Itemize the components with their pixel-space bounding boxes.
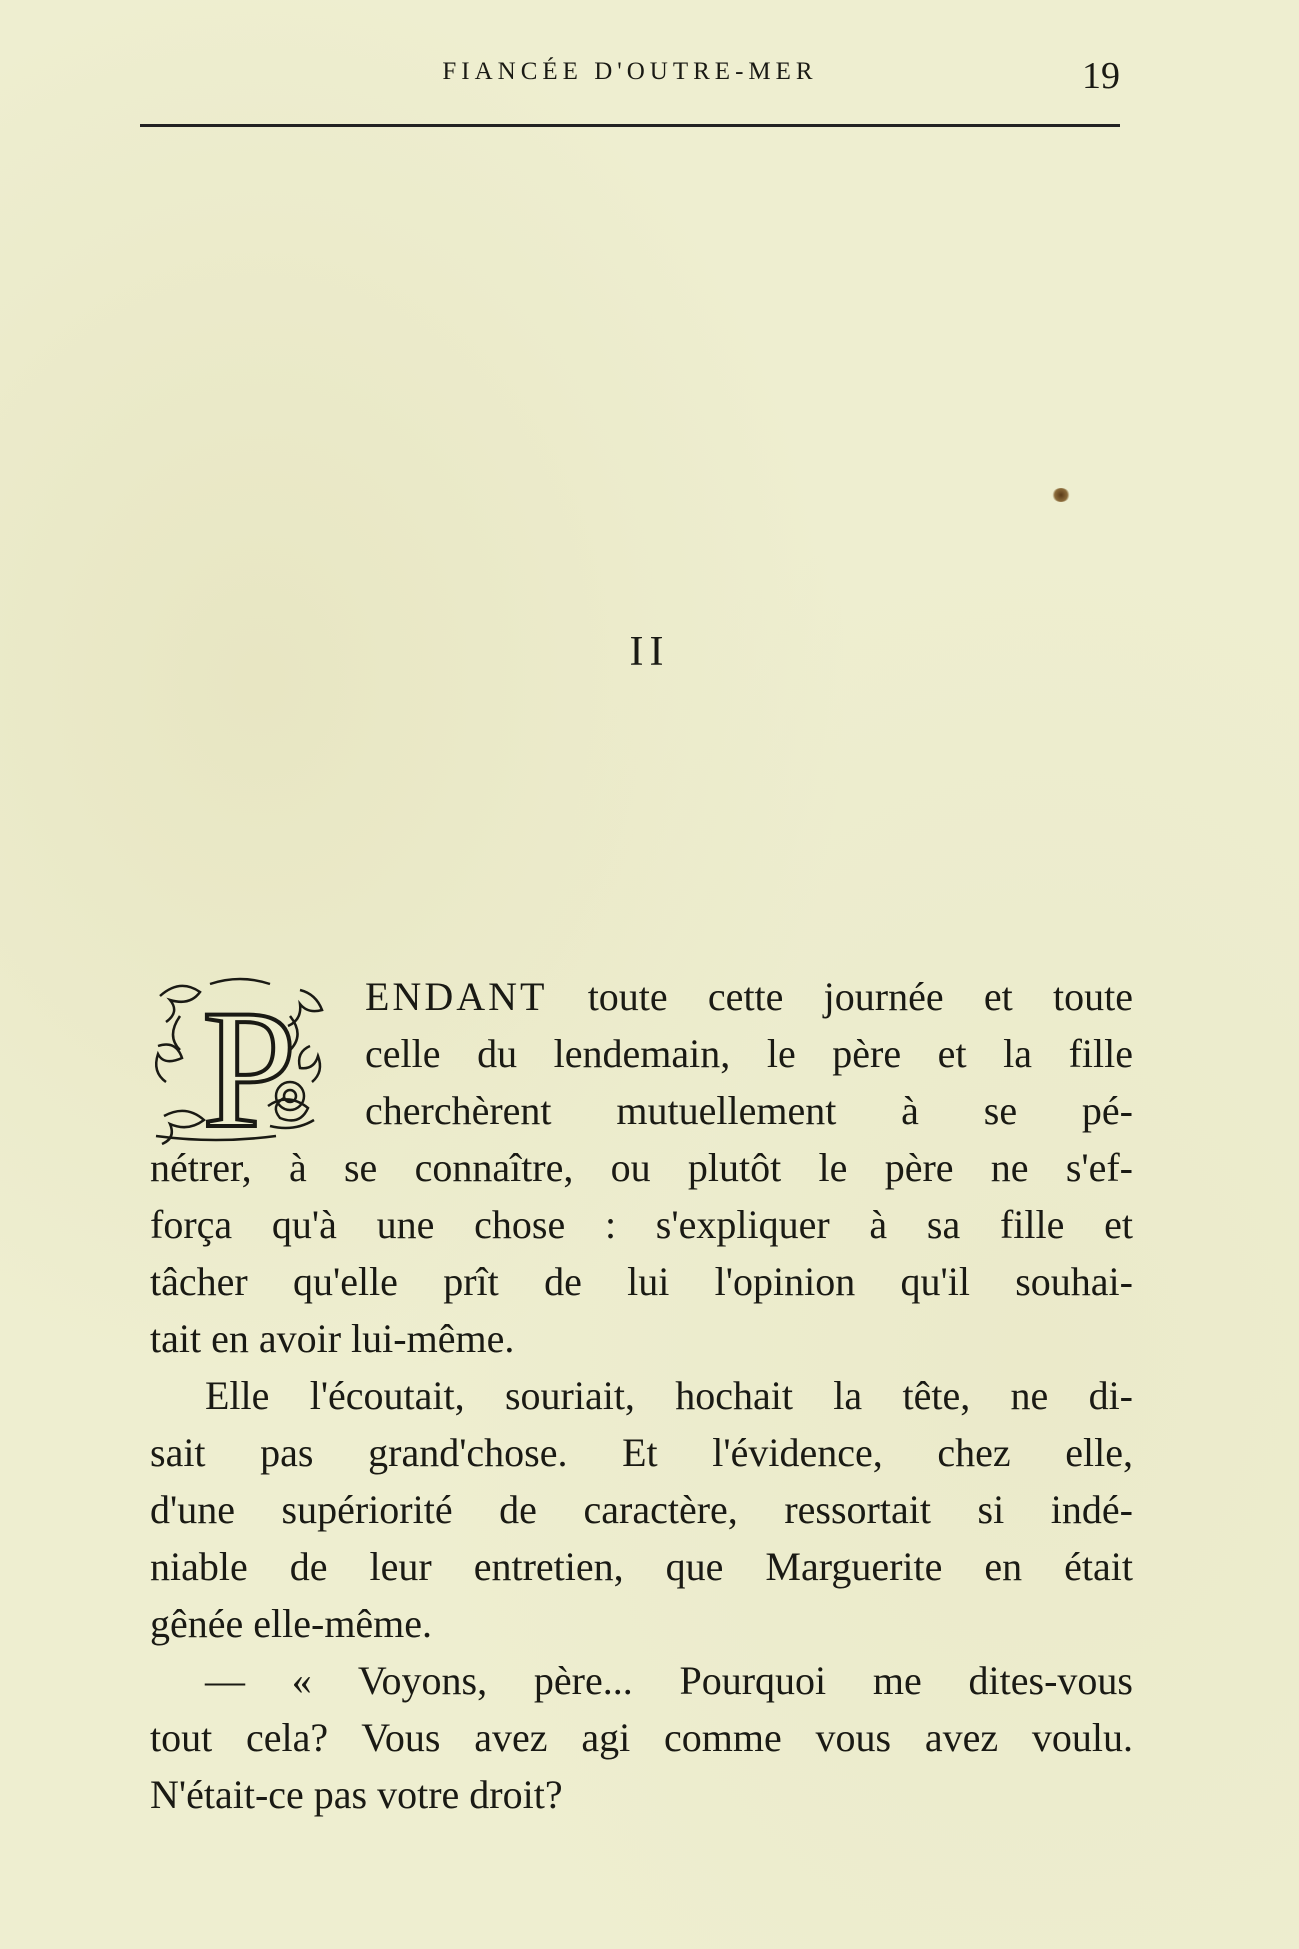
paragraph-line: — « Voyons, père... Pourquoi me dites-vous (205, 1658, 1133, 1703)
line-text: toute cette journée et toute (587, 974, 1133, 1019)
paragraph-line: gênée elle-même. (150, 1601, 433, 1646)
paragraph-line: celle du lendemain, le père et la fille (365, 1031, 1133, 1076)
running-head (140, 52, 1120, 97)
paragraph-line: Elle l'écoutait, souriait, hochait la tête, ne di- (205, 1373, 1133, 1418)
paragraph-line: nétrer, à se connaître, ou plutôt le père ne s'ef- (150, 1145, 1133, 1190)
chapter-number: II (629, 629, 670, 675)
paragraph-line: d'une supériorité de caractère, ressortait si indé- (150, 1487, 1133, 1532)
paragraph-line: força qu'à une chose : s'expliquer à sa fille et (150, 1202, 1133, 1247)
header-rule (140, 124, 1120, 127)
dropcap-ornament-icon (150, 976, 330, 1148)
paragraph-line: cherchèrent mutuellement à se pé- (365, 1088, 1133, 1133)
paragraph-line: tout cela? Vous avez agi comme vous avez voulu. (150, 1715, 1133, 1760)
paragraph-3 (150, 1652, 1133, 1823)
paragraph-line: tâcher qu'elle prît de lui l'opinion qu'il souhai- (150, 1259, 1133, 1304)
paragraph-line: niable de leur entretien, que Marguerite en était (150, 1544, 1133, 1589)
paragraph-2 (150, 1367, 1133, 1652)
paper-stain (1052, 488, 1070, 502)
first-word-smallcaps: ENDANT (365, 974, 548, 1019)
page-number: 19 (1082, 55, 1120, 97)
paragraph-line: tait en avoir lui-même. (150, 1316, 515, 1361)
running-title: FIANCÉE D'OUTRE-MER (442, 58, 818, 85)
dropcap-letter: P (202, 976, 297, 1148)
body-text (150, 968, 1133, 1823)
paragraph-line: sait pas grand'chose. Et l'évidence, chez elle, (150, 1430, 1133, 1475)
paragraph-line: N'était-ce pas votre droit? (150, 1772, 563, 1817)
ornamental-dropcap (150, 976, 330, 1148)
